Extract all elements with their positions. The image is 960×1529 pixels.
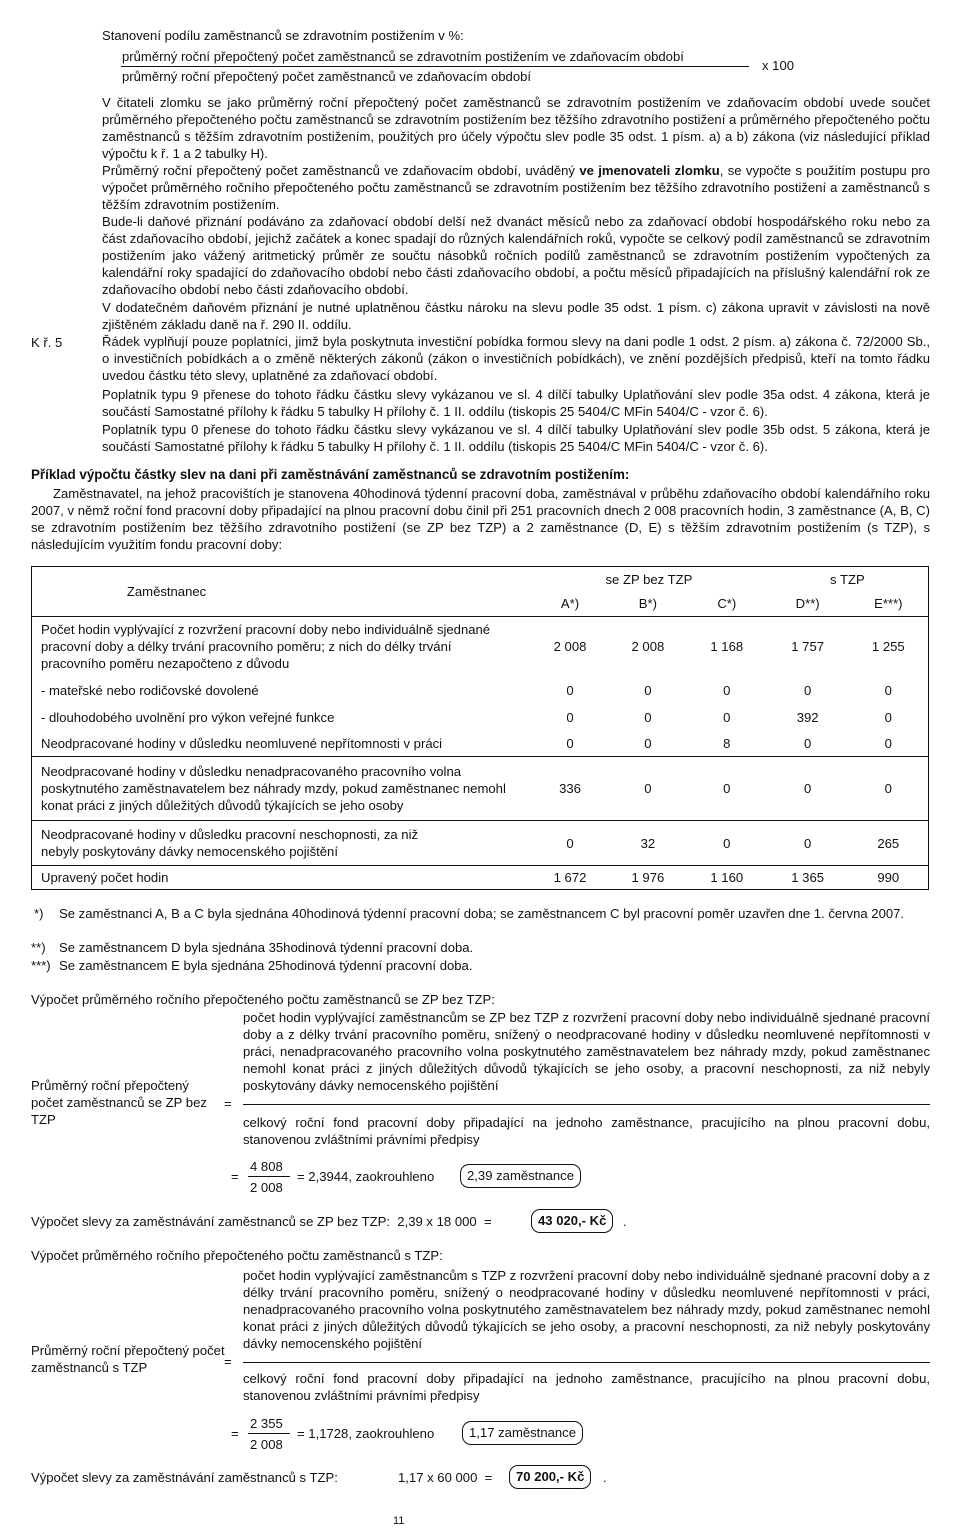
discount1-text: Výpočet slevy za zaměstnávání zaměstnanců se ZP bez TZP: 2,39 x 18 000 =	[31, 1214, 492, 1229]
table-cell: 0	[566, 709, 574, 725]
table-cell: 0	[884, 709, 892, 725]
table-cell: 0	[804, 735, 812, 751]
table-cell: 32	[609, 821, 687, 866]
table-cell: 0	[804, 682, 812, 698]
footnote-text: Se zaměstnanci A, B a C byla sjednána 40hodinová týdenní pracovní doba; se zaměstnancem C byl pracovní poměr uzavřen dne 1. června 2007.	[59, 906, 905, 921]
table-row	[32, 866, 929, 890]
table-col-header: E***)	[874, 596, 903, 612]
calc2-heading: Výpočet průměrného ročního přepočteného počtu zaměstnanců s TZP:	[31, 1248, 443, 1263]
calc1-value-line	[248, 1176, 290, 1177]
calc1-denominator-value: 2 008	[250, 1180, 283, 1195]
share-multiplier: x 100	[762, 58, 795, 73]
share-fraction-line	[121, 66, 749, 67]
footnote-mark: *)	[34, 906, 44, 921]
paragraph-k5-investment: Řádek vyplňují pouze poplatníci, jimž byla poskytnuta investiční pobídka formou slevy na dani podle 1 odst. 2 písm. a) zákona č. 72/2000 Sb., o investičních pobídkách a o změně některých zákonů (zákon o investičních pobídkách), ve znění pozdějších předpisů, kteří na tomto řádku uvedou částku této slevy, uplatněné za zdaňovací období.	[102, 334, 930, 383]
table-cell: 0	[884, 682, 892, 698]
table-cell: 0	[687, 821, 767, 866]
paragraph-denominator-explanation: Průměrný roční přepočtený počet zaměstnanců ve zdaňovacím období, uváděný ve jmenovateli zlomku, se vypočte s použitím postupu pro výpočet průměrného ročního přepočteného počtu zaměstnanců se zdravotním postižením bez těžšího zdravotního postižení a zaměstnanců s těžším zdravotním postižením.	[102, 163, 930, 212]
table-row	[32, 731, 929, 757]
calc1-result: = 2,3944, zaokrouhleno	[297, 1169, 435, 1184]
calc1-equals: =	[231, 1169, 239, 1184]
share-fraction-denominator: průměrný roční přepočtený počet zaměstnanců ve zdaňovacím období	[122, 69, 532, 84]
discount2-text: Výpočet slevy za zaměstnávání zaměstnanců s TZP:	[31, 1470, 338, 1485]
share-fraction-numerator: průměrný roční přepočtený počet zaměstnanců se zdravotním postižením ve zdaňovacím období	[122, 49, 684, 64]
calc1-denominator: celkový roční fond pracovní doby připadající na jednoho zaměstnance, pracujícího na plnou pracovní dobu, stanovenou zvláštními právními předpisy	[243, 1115, 930, 1147]
table-cell: 0	[767, 821, 849, 866]
table-cell: 1 160	[687, 866, 767, 890]
table-cell: 0	[884, 735, 892, 751]
discount2-dot: .	[603, 1470, 607, 1485]
calc1-result-box: 2,39 zaměstnance	[460, 1164, 581, 1188]
table-cell: 0	[687, 757, 767, 821]
table-cell: 8	[723, 735, 731, 751]
calc1-numerator-value: 4 808	[250, 1159, 283, 1174]
table-cell: 0	[723, 709, 731, 725]
table-cell: 2 008	[609, 617, 687, 677]
table-row	[32, 821, 929, 866]
calc2-result: = 1,1728, zaokrouhleno	[297, 1426, 435, 1441]
footnote-text: Se zaměstnancem E byla sjednána 25hodinová týdenní pracovní doba.	[59, 958, 473, 973]
table-cell: 392	[796, 709, 819, 725]
calc2-numerator: počet hodin vyplývající zaměstnancům s TZP z rozvržení pracovní doby nebo individuálně sjednané pracovní doby a z délky trvání pracovního poměru, snížený o neodpracované hodiny v důsledku neomluvené nepřítomnosti v práci, nenadpracovaného pracovního volna poskytnutého zaměstnavatelem bez náhrady mzdy, pokud zaměstnanec nemohl konat práci z jiných důležitých důvodů týkajících se jeho osoby, a pracovní neschopnosti, za niž nebyly poskytovány dávky nemocenského pojištění	[243, 1268, 930, 1351]
table-cell: 336	[531, 757, 609, 821]
calc2-result-box: 1,17 zaměstnance	[462, 1421, 583, 1445]
share-heading: Stanovení podílu zaměstnanců se zdravotním postižením v %:	[102, 28, 464, 43]
table-cell: 1 255	[849, 617, 929, 677]
hours-table	[31, 566, 929, 890]
table-row-label: Neodpracované hodiny v důsledku nenadpracovaného pracovního volna poskytnutého zaměstnavatelem bez náhrady mzdy, pokud zaměstnanec nemohl konat práci z jiných důležitých důvodů týkajících se jeho osoby	[32, 757, 532, 821]
table-row-label: Neodpracované hodiny v důsledku neomluvené nepřítomnosti v práci	[41, 735, 443, 751]
table-cell: 265	[849, 821, 929, 866]
discount2-calc: 1,17 x 60 000 =	[398, 1470, 493, 1485]
table-col-header: D**)	[795, 596, 820, 612]
discount2-result-box: 70 200,- Kč	[509, 1465, 591, 1489]
table-cell: 0	[849, 757, 929, 821]
table-cell: 990	[849, 866, 929, 890]
table-row-label: Neodpracované hodiny v důsledku pracovní neschopnosti, za niž nebyly poskytovány dávky nemocenského pojištění	[32, 821, 532, 866]
table-cell: 0	[566, 682, 574, 698]
table-row	[32, 704, 929, 731]
table-col-header: A*)	[560, 596, 580, 612]
table-cell: 1 976	[609, 866, 687, 890]
example-title: Příklad výpočtu částky slev na dani při zaměstnávání zaměstnanců se zdravotním postižením:	[31, 467, 630, 482]
paragraph-k5-type9: Poplatník typu 9 přenese do tohoto řádku částku slevy vykázanou ve sl. 4 dílčí tabulky Uplatňování slev podle 35a odst. 4 zákona, která je součástí Samostatné přílohy k řádku 5 tabulky H přílohy č. 1 II. oddílu (tiskopis 25 5404/C MFin 5404/C - vzor č. 6).	[102, 387, 930, 419]
table-cell: 1 757	[767, 617, 849, 677]
table-cell: 0	[723, 682, 731, 698]
paragraph-longer-period: Bude-li daňové přiznání podáváno za zdaňovací období delší než dvanáct měsíců nebo za zdaňovací období hospodářského roku nebo za část zdaňovacího období, jejichž začátek a konec spadají do různých kalendářních roků, vypočte se celkový podíl zaměstnanců se zdravotním postižením jako vážený aritmetický průměr ze součtu násobků ročních podílů zaměstnanců se zdravotním postižením vypočtených za kalendářní roky spadající do zdaňovacího období nebo části zdaňovacího období, a počtu měsíců připadajících na příslušný kalendářní rok ze zdaňovacího období nebo části zdaňovacího období.	[102, 214, 930, 297]
table-row-label: - dlouhodobého uvolnění pro výkon veřejné funkce	[41, 709, 335, 725]
footnote-mark: **)	[31, 940, 46, 955]
calc2-fraction-line	[243, 1362, 930, 1363]
page-number: 11	[393, 1515, 405, 1527]
calc1-heading: Výpočet průměrného ročního přepočteného počtu zaměstnanců se ZP bez TZP:	[31, 992, 495, 1007]
paragraph-k5-type0: Poplatník typu 0 přenese do tohoto řádku částku slevy vykázanou ve sl. 4 dílčí tabulky Uplatňování slev podle 35b odst. 5 zákona, která je součástí Samostatné přílohy k řádku 5 tabulky H přílohy č. 1 II. oddílu (tiskopis 25 5404/C MFin 5404/C - vzor č. 6).	[102, 422, 930, 454]
paragraph-supplementary-return: V dodatečném daňovém přiznání je nutné uplatněnou částku nároku na slevu podle 35 odst. 1 písm. c) zákona upravit v závislosti na nově zjištěném základu daně na ř. 290 II. oddílu.	[102, 300, 930, 332]
calc1-fraction-line	[243, 1104, 930, 1105]
table-cell: 1 672	[531, 866, 609, 890]
table-cell: 0	[609, 757, 687, 821]
table-row-label: Počet hodin vyplývající z rozvržení pracovní doby nebo individuálně sjednané pracovní doby a délky trvání pracovního poměru; z nich do délky trvání pracovního poměru nezapočteno z důvodu	[32, 617, 532, 677]
calc1-left-label: Průměrný roční přepočtený počet zaměstnanců se ZP bez TZP	[31, 1078, 207, 1127]
table-cell: 0	[644, 735, 652, 751]
table-cell: 0	[767, 757, 849, 821]
table-col-header: B*)	[638, 596, 657, 612]
table-cell: 0	[644, 709, 652, 725]
footnote-text: Se zaměstnancem D byla sjednána 35hodinová týdenní pracovní doba.	[59, 940, 474, 955]
table-group-tzp: s TZP	[830, 571, 865, 587]
table-row	[32, 757, 929, 821]
table-header-employee: Zaměstnanec	[126, 584, 207, 599]
paragraph-numerator-explanation: V čitateli zlomku se jako průměrný roční přepočtený počet zaměstnanců se zdravotním postižením ve zdaňovacím období uvede součet průměrného přepočteného počtu zaměstnanců se zdravotním postižením bez těžšího zdravotního postižení a průměrného přepočteného počtu zaměstnanců s těžším zdravotním postižením, použitých pro účely výpočtu slev podle 35 odst. 1 písm. a) a b) zákona (viz následující příklad výpočtu k ř. 1 a 2 tabulky H).	[102, 95, 930, 161]
table-group-zp: se ZP bez TZP	[605, 571, 693, 587]
calc2-equals: =	[231, 1426, 239, 1441]
table-row	[32, 677, 929, 704]
table-row-label: Upravený počet hodin	[32, 866, 532, 890]
table-cell: 0	[566, 735, 574, 751]
calc1-equals: =	[224, 1096, 232, 1111]
table-row-label: - mateřské nebo rodičovské dovolené	[41, 682, 259, 698]
calc2-equals: =	[224, 1354, 232, 1369]
discount1-dot: .	[623, 1214, 627, 1229]
table-cell: 2 008	[531, 617, 609, 677]
table-cell: 0	[644, 682, 652, 698]
table-cell: 0	[531, 821, 609, 866]
table-cell: 1 168	[687, 617, 767, 677]
row-k5-label: K ř. 5	[31, 335, 63, 350]
calc1-numerator: počet hodin vyplývající zaměstnancům se ZP bez TZP z rozvržení pracovní doby nebo individuálně sjednané pracovní doby a z délky trvání pracovního poměru, snížený o neodpracované hodiny v důsledku neomluvené nepřítomnosti v práci, nenadpracovaného pracovního volna poskytnutého zaměstnavatelem bez náhrady mzdy, pokud zaměstnanec nemohl konat práci z jiných důležitých důvodů týkajících se jeho osoby, a pracovní neschopnosti, za niž nebyly poskytovány dávky nemocenského pojištění	[243, 1010, 930, 1093]
calc2-denominator: celkový roční fond pracovní doby připadající na jednoho zaměstnance, pracujícího na plnou pracovní dobu, stanovenou zvláštními právními předpisy	[243, 1371, 930, 1403]
calc2-left-label: Průměrný roční přepočtený počet zaměstnanců s TZP	[31, 1343, 225, 1375]
table-cell: 1 365	[767, 866, 849, 890]
table-row	[32, 617, 929, 677]
table-col-header: C*)	[717, 596, 737, 612]
example-intro: Zaměstnavatel, na jehož pracovištích je stanovena 40hodinová týdenní pracovní doba, zaměstnával v průběhu zdaňovacího období kalendářního roku 2007, v němž roční fond pracovní doby připadající na plnou pracovní dobu činil při 251 pracovních dnech 2 008 pracovních hodin, 3 zaměstnance (A, B, C) se zdravotním postižením bez těžšího zdravotního postižení (se ZP bez TZP) a 2 zaměstnance (D, E) s těžším zdravotním postižením (s TZP), s následujícím využitím fondu pracovní doby:	[31, 486, 930, 552]
discount1-result-box: 43 020,- Kč	[531, 1209, 613, 1233]
calc2-value-line	[248, 1433, 290, 1434]
calc2-denominator-value: 2 008	[250, 1437, 283, 1452]
footnote-mark: ***)	[31, 958, 51, 973]
calc2-numerator-value: 2 355	[250, 1416, 283, 1431]
